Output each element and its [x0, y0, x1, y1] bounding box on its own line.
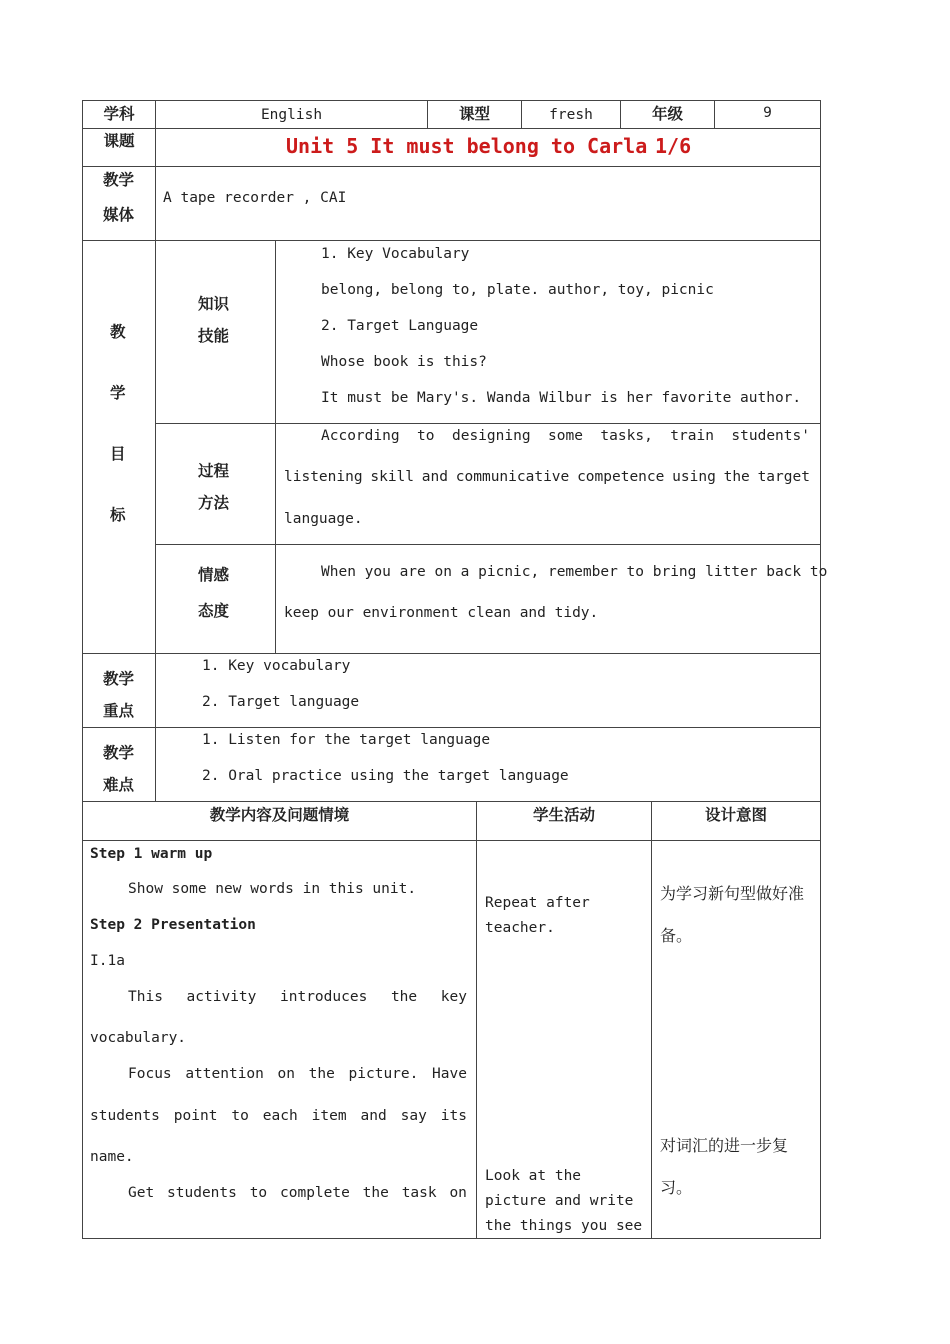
word: attention — [185, 1066, 264, 1082]
word: the — [723, 469, 750, 485]
cell-emotion — [275, 544, 821, 654]
word: This — [128, 989, 163, 1005]
topic-label: 课题 — [103, 132, 135, 150]
word: competence — [577, 469, 665, 485]
paragraph-2-line-1 — [128, 1065, 467, 1083]
paragraph-1-line-1 — [128, 988, 467, 1006]
intent-2-line-1: 对词汇的进一步复 — [660, 1136, 789, 1155]
activity-1-line-1: Repeat after — [485, 895, 590, 911]
intent-header: 设计意图 — [704, 806, 767, 824]
word: the — [390, 989, 418, 1005]
knowledge-line-5: It must be Mary's. Wanda Wilbur is her favorite author. — [321, 390, 802, 406]
activity-2-line-1: Look at the — [485, 1168, 582, 1184]
page-title: Unit 5 It must belong to Carla — [286, 134, 648, 158]
process-label-1: 过程 — [198, 462, 230, 480]
word: Focus — [128, 1066, 172, 1082]
word: introduces — [280, 989, 368, 1005]
word: say — [400, 1108, 427, 1124]
word: to — [249, 1185, 268, 1201]
type-value: fresh — [549, 107, 593, 123]
word: its — [440, 1108, 467, 1124]
word: key — [440, 989, 467, 1005]
media-value: A tape recorder , CAI — [163, 190, 347, 206]
activity-header: 学生活动 — [532, 806, 595, 824]
media-label-1: 教学 — [103, 171, 135, 189]
type-label: 课型 — [458, 105, 490, 123]
difficulties-label-1: 教学 — [103, 744, 135, 762]
emotion-label-1: 情感 — [198, 566, 230, 584]
content-header: 教学内容及问题情境 — [209, 806, 350, 824]
cell-process-label — [155, 423, 276, 545]
keypoints-line-2: 2. Target language — [202, 694, 360, 710]
keypoints-label-1: 教学 — [103, 670, 135, 688]
process-label-2: 方法 — [198, 494, 230, 512]
difficulties-line-2: 2. Oral practice using the target language — [202, 768, 569, 784]
paragraph-2-line-3: name. — [90, 1149, 134, 1165]
word: item — [311, 1108, 347, 1124]
keypoints-label-2: 重点 — [103, 702, 135, 720]
word: each — [262, 1108, 298, 1124]
emotion-label-2: 态度 — [198, 602, 230, 620]
process-line-1 — [321, 427, 810, 445]
word: According — [321, 428, 400, 444]
step1-heading: Step 1 warm up — [90, 846, 213, 862]
objectives-char-4: 标 — [110, 506, 126, 524]
objectives-char-1: 教 — [110, 323, 126, 341]
activity-1-line-2: teacher. — [485, 920, 555, 936]
objectives-char-3: 目 — [110, 445, 126, 463]
word: on — [277, 1066, 296, 1082]
knowledge-line-3: 2. Target Language — [321, 318, 479, 334]
word: listening — [284, 469, 363, 485]
word: activity — [186, 989, 257, 1005]
knowledge-line-1: 1. Key Vocabulary — [321, 246, 470, 262]
intent-1-line-1: 为学习新句型做好准 — [660, 884, 805, 903]
step2-heading: Step 2 Presentation — [90, 917, 256, 933]
difficulties-label-2: 难点 — [103, 776, 135, 794]
emotion-line-2: keep our environment clean and tidy. — [284, 605, 599, 621]
word: picture. — [348, 1066, 419, 1082]
word: and — [421, 469, 448, 485]
emotion-line-1: When you are on a picnic, remember to bring litter back to — [321, 564, 828, 580]
objectives-char-2: 学 — [110, 384, 126, 402]
media-label-2: 媒体 — [103, 206, 135, 224]
word: communicative — [455, 469, 570, 485]
word: students — [90, 1108, 160, 1124]
word: students — [167, 1185, 237, 1201]
word: to — [417, 428, 435, 444]
activity-2-line-2: picture and write — [485, 1193, 634, 1209]
word: Get — [128, 1185, 155, 1201]
word: complete — [280, 1185, 350, 1201]
process-line-2 — [284, 468, 810, 486]
knowledge-line-4: Whose book is this? — [321, 354, 487, 370]
word: designing — [451, 428, 531, 444]
word: using — [672, 469, 716, 485]
paragraph-3-line-1 — [128, 1184, 467, 1202]
difficulties-line-1: 1. Listen for the target language — [202, 732, 491, 748]
paragraph-2-line-2 — [90, 1107, 467, 1125]
cell-emotion-label — [155, 544, 276, 654]
paragraph-1-line-2: vocabulary. — [90, 1030, 187, 1046]
keypoints-line-1: 1. Key vocabulary — [202, 658, 351, 674]
word: train — [670, 428, 714, 444]
intent-1-line-2: 备。 — [660, 926, 693, 945]
knowledge-label-2: 技能 — [198, 327, 230, 345]
knowledge-line-2: belong, belong to, plate. author, toy, picnic — [321, 282, 714, 298]
subject-value: English — [260, 107, 323, 123]
word: tasks, — [600, 428, 653, 444]
word: and — [360, 1108, 387, 1124]
page-number: 1/6 — [655, 134, 692, 158]
item-1a: I.1a — [90, 953, 125, 969]
word: task — [401, 1185, 437, 1201]
grade-value: 9 — [763, 105, 772, 121]
step1-text: Show some new words in this unit. — [128, 881, 417, 897]
grade-label: 年级 — [651, 105, 683, 123]
word: some — [548, 428, 583, 444]
word: on — [449, 1185, 467, 1201]
knowledge-label-1: 知识 — [198, 295, 230, 313]
word: target — [757, 469, 810, 485]
word: Have — [432, 1066, 467, 1082]
word: to — [231, 1108, 249, 1124]
intent-2-line-2: 习。 — [660, 1178, 693, 1197]
subject-label: 学科 — [103, 105, 135, 123]
word: the — [362, 1185, 389, 1201]
word: students' — [731, 428, 810, 444]
word: point — [173, 1108, 218, 1124]
word: skill — [370, 469, 415, 485]
activity-2-line-3: the things you see — [485, 1218, 643, 1234]
word: the — [308, 1066, 335, 1082]
process-line-3: language. — [284, 511, 363, 527]
